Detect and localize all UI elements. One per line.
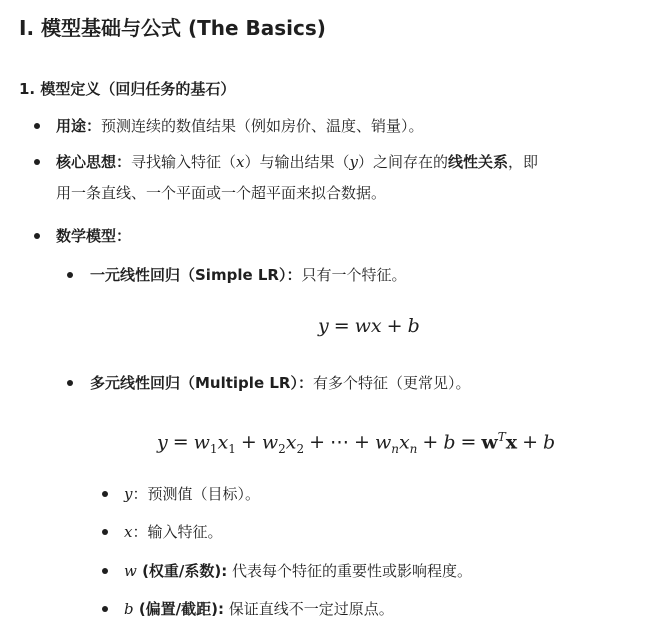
list-item-multiple-lr bbox=[90, 372, 470, 394]
core-idea-text-3: ）之间存在的 bbox=[358, 153, 449, 171]
core-idea-text-4: ，即 bbox=[508, 153, 539, 171]
bullet-dot bbox=[102, 491, 108, 497]
bullet-dot bbox=[102, 568, 108, 574]
var-x-inline: x bbox=[236, 153, 245, 171]
section-title: I. 模型基础与公式 (The Basics) bbox=[19, 16, 326, 40]
bullet-dot bbox=[34, 123, 40, 129]
list-item-simple-lr bbox=[90, 264, 406, 286]
simple-lr-text: 只有一个特征。 bbox=[301, 266, 407, 284]
simple-lr-formula: y = wx + b bbox=[318, 315, 420, 337]
var-x-text: 输入特征。 bbox=[147, 523, 223, 541]
bullet-dot bbox=[67, 380, 73, 386]
var-b-label: (偏置/截距): bbox=[133, 600, 225, 618]
multiple-lr-formula: $y = w_1x_1 + w_2x_2$ + ⋯ + $w_nx_n + b = w^Tx + b$ bbox=[157, 430, 556, 457]
var-y-sep: ： bbox=[132, 485, 148, 503]
linear-relation-term: 线性关系 bbox=[448, 153, 509, 171]
usage-text: 预测连续的数值结果（例如房价、温度、销量）。 bbox=[101, 117, 424, 135]
var-b-text: 保证直线不一定过原点。 bbox=[224, 600, 394, 618]
list-item-usage bbox=[56, 115, 424, 137]
var-w-text: 代表每个特征的重要性或影响程度。 bbox=[227, 562, 473, 580]
var-w-explain bbox=[124, 560, 472, 582]
var-b-symbol: b bbox=[124, 600, 134, 618]
var-x-sep: ： bbox=[132, 523, 148, 541]
core-idea-line2: 用一条直线、一个平面或一个超平面来拟合数据。 bbox=[56, 184, 387, 202]
var-y-symbol: y bbox=[124, 485, 133, 503]
var-y-inline: y bbox=[349, 153, 358, 171]
bullet-dot bbox=[34, 233, 40, 239]
var-b-explain bbox=[124, 598, 394, 620]
bullet-dot bbox=[102, 529, 108, 535]
usage-label: 用途： bbox=[56, 117, 102, 135]
multiple-lr-text: 有多个特征（更常见）。 bbox=[312, 374, 471, 392]
var-w-label: (权重/系数): bbox=[136, 562, 228, 580]
var-w-symbol: w bbox=[124, 562, 137, 580]
var-y-explain bbox=[124, 483, 260, 505]
math-model-label: 数学模型： bbox=[56, 227, 132, 245]
core-idea-text-1: 寻找输入特征（ bbox=[131, 153, 237, 171]
subsection-title: 1. 模型定义（回归任务的基石） bbox=[19, 80, 236, 98]
var-x-explain bbox=[124, 521, 223, 543]
multiple-lr-label: 多元线性回归（Multiple LR）： bbox=[90, 374, 313, 392]
bullet-dot bbox=[102, 606, 108, 612]
bullet-dot bbox=[34, 159, 40, 165]
core-idea-text-2: ）与输出结果（ bbox=[244, 153, 350, 171]
var-x-symbol: x bbox=[124, 523, 133, 541]
simple-lr-label: 一元线性回归（Simple LR）： bbox=[90, 266, 302, 284]
core-idea-label: 核心思想： bbox=[56, 153, 132, 171]
bullet-dot bbox=[67, 272, 73, 278]
list-item-core-idea bbox=[56, 151, 538, 173]
var-y-text: 预测值（目标）。 bbox=[147, 485, 261, 503]
